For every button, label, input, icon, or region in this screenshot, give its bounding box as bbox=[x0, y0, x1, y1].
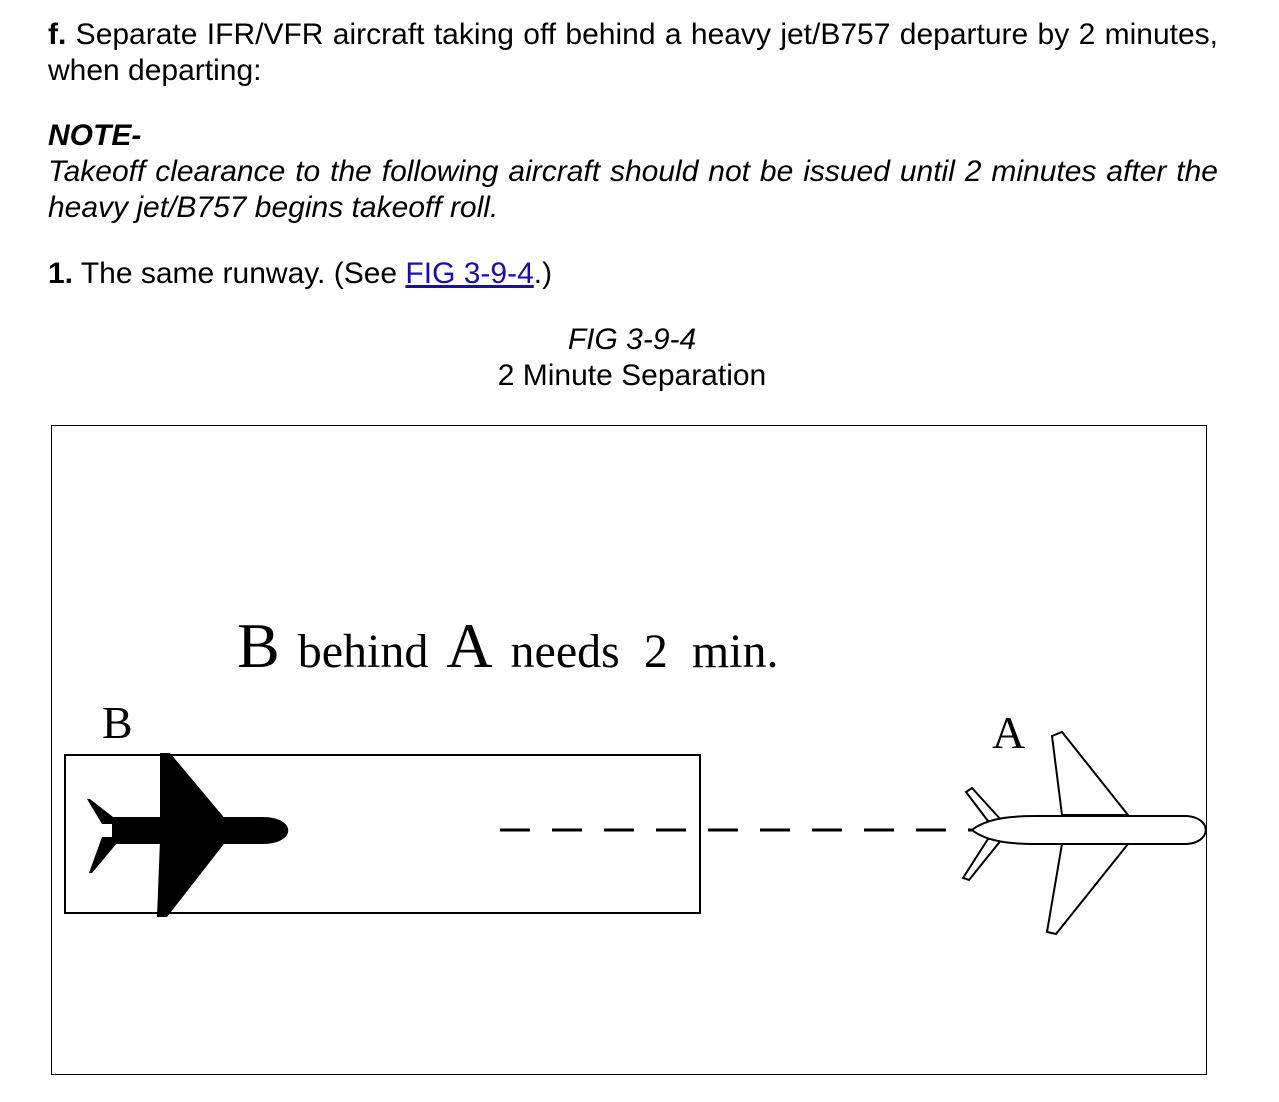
figure-id: FIG 3-9-4 bbox=[567, 323, 697, 356]
aircraft-a-icon bbox=[963, 732, 1206, 934]
note-heading: NOTE- bbox=[48, 119, 142, 152]
figure-frame bbox=[51, 425, 1207, 1075]
note-body: Takeoff clearance to the following aircraft should not be issued until 2 minutes after the heavy jet/B757 begins takeoff roll. bbox=[48, 155, 1218, 224]
svg-text:B behind A n bbox=[237, 610, 779, 681]
label-a: A bbox=[992, 707, 1026, 758]
aircraft-b-icon bbox=[87, 753, 288, 917]
item-1-text-end: .) bbox=[533, 257, 553, 290]
caption-rest: needs 2 min. bbox=[510, 625, 779, 678]
label-b: B bbox=[102, 697, 133, 748]
item-1-text: The same runway. (See bbox=[73, 257, 406, 290]
caption-b: B bbox=[237, 610, 280, 681]
item-1 bbox=[48, 256, 1218, 292]
paragraph-f-marker: f. bbox=[48, 18, 67, 51]
paragraph-f bbox=[48, 17, 1218, 89]
paragraph-f-text: Separate IFR/VFR aircraft taking off behind a heavy jet/B757 departure by 2 minutes, when departing: bbox=[48, 18, 1218, 87]
item-1-marker: 1. bbox=[48, 257, 74, 290]
caption-a: A bbox=[446, 610, 493, 681]
figure-diagram bbox=[52, 426, 1208, 1076]
figure-title: 2 Minute Separation bbox=[497, 359, 767, 392]
caption-behind: behind bbox=[297, 625, 429, 678]
fig-link[interactable]: FIG 3-9-4 bbox=[405, 257, 534, 290]
